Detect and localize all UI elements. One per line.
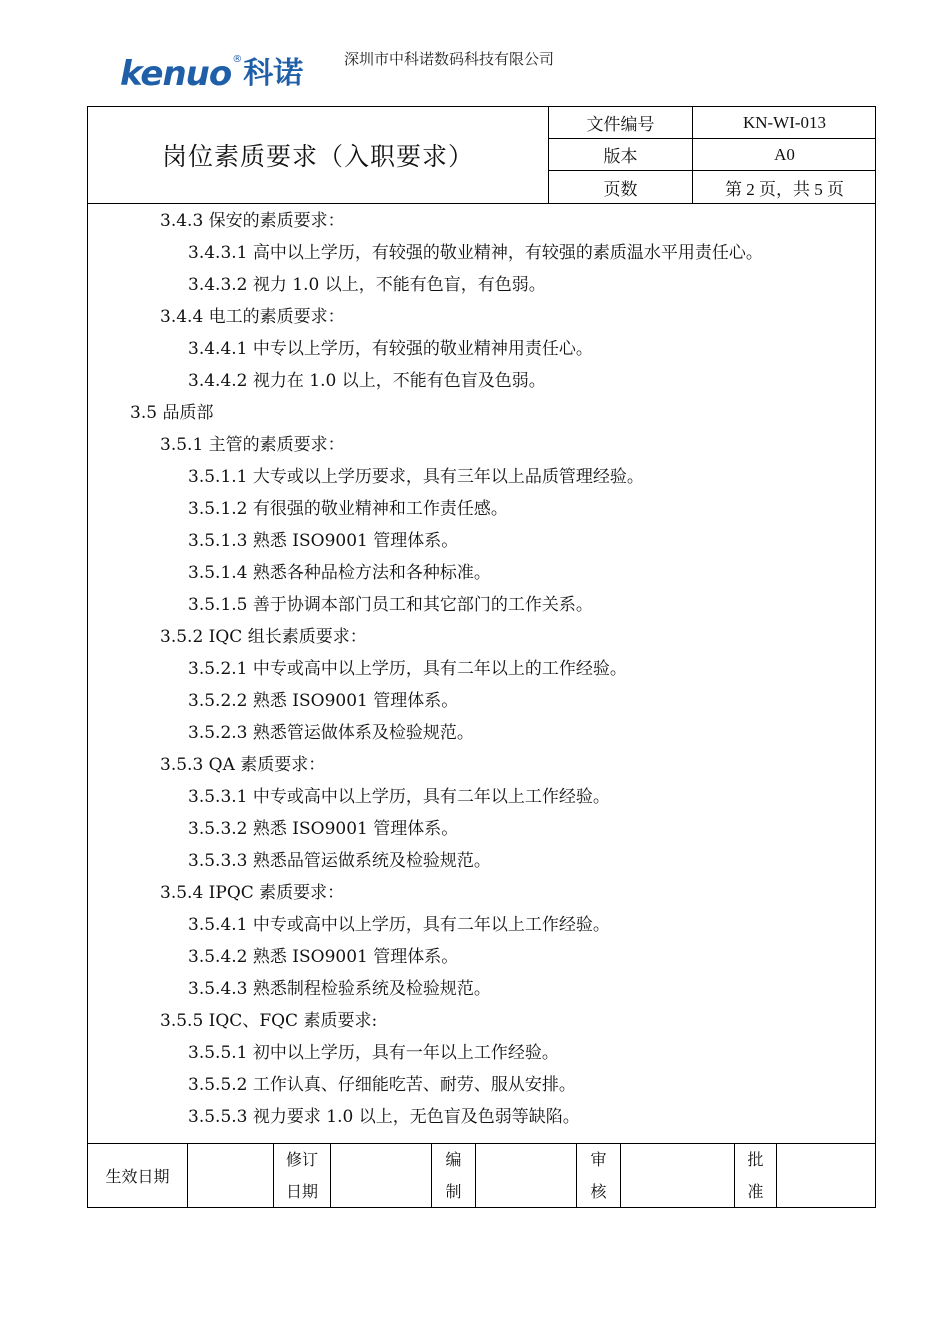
list-item: 3.5.5.2 工作认真、仔细能吃苦、耐劳、服从安排。 [188,1075,576,1095]
list-item: 3.5.5.1 初中以上学历，具有一年以上工作经验。 [188,1043,559,1063]
approver-label-line1: 批 [747,1149,764,1169]
list-item: 3.5.3.2 熟悉 ISO9001 管理体系。 [188,819,459,839]
list-item: 3.4.4.2 视力在 1.0 以上，不能有色盲及色弱。 [188,371,546,391]
reviewer-label-line1: 审 [590,1149,607,1169]
list-item: 3.5.1.1 大专或以上学历要求，具有三年以上品质管理经验。 [188,467,644,487]
list-item: 3.5.2.2 熟悉 ISO9001 管理体系。 [188,691,459,711]
logo-chinese: 科诺 [243,56,304,91]
list-item: 3.4.3.1 高中以上学历，有较强的敬业精神，有较强的素质温水平用责任心。 [188,243,763,263]
company-logo [120,52,303,92]
list-item: 3.5.1.4 熟悉各种品检方法和各种标准。 [188,563,491,583]
list-item: 3.5.4.3 熟悉制程检验系统及检验规范。 [188,979,491,999]
list-item: 3.4.3.2 视力 1.0 以上，不能有色盲，有色弱。 [188,275,546,295]
meta-label: 页数 [549,171,693,203]
revise-date-value [331,1144,432,1207]
approver-value [777,1144,875,1207]
approver-label [735,1144,777,1207]
compiler-value [476,1144,577,1207]
registered-mark: ® [232,54,243,65]
list-item: 3.5.1.2 有很强的敬业精神和工作责任感。 [188,499,508,519]
section-heading: 3.5.5 IQC、FQC 素质要求: [160,1011,378,1031]
logo-wordmark: kenuo [120,54,232,94]
list-item: 3.5.1.5 善于协调本部门员工和其它部门的工作关系。 [188,595,593,615]
approver-label-line2: 准 [747,1181,764,1201]
list-item: 3.5.4.1 中专或高中以上学历，具有二年以上工作经验。 [188,915,610,935]
effective-date-value [188,1144,274,1207]
list-item: 3.5.3.3 熟悉品管运做系统及检验规范。 [188,851,491,871]
revise-date-label [274,1144,331,1207]
list-item: 3.5.1.3 熟悉 ISO9001 管理体系。 [188,531,459,551]
document-header-table [87,106,876,204]
document-title: 岗位素质要求（入职要求） [161,142,474,171]
signature-table [87,1143,876,1208]
meta-row-version [549,139,876,171]
reviewer-label [577,1144,621,1207]
meta-label: 版本 [549,139,693,170]
list-item: 3.4.4.1 中专以上学历，有较强的敬业精神用责任心。 [188,339,593,359]
list-item: 3.5.2.1 中专或高中以上学历，具有二年以上的工作经验。 [188,659,627,679]
section-heading: 3.4.3 保安的素质要求： [160,211,345,231]
section-heading: 3.5.2 IQC 组长素质要求： [160,627,367,647]
department-heading: 3.5 品质部 [130,403,214,423]
section-heading: 3.4.4 电工的素质要求： [160,307,345,327]
meta-value: 第 2 页，共 5 页 [725,179,844,199]
meta-value: KN-WI-013 [742,112,827,132]
company-name: 深圳市中科诺数码科技有限公司 [344,50,555,68]
meta-row-pages [549,171,876,203]
document-meta [548,107,876,203]
revise-label-line1: 修订 [285,1149,318,1169]
effective-date-label: 生效日期 [88,1144,188,1207]
meta-label: 文件编号 [549,107,693,138]
meta-value: A0 [774,144,795,164]
reviewer-value [621,1144,735,1207]
section-heading: 3.5.4 IPQC 素质要求： [160,883,345,903]
meta-row-file-number [549,107,876,139]
section-heading: 3.5.3 QA 素质要求： [160,755,326,775]
list-item: 3.5.2.3 熟悉管运做体系及检验规范。 [188,723,474,743]
compiler-label-line2: 制 [445,1181,462,1201]
list-item: 3.5.3.1 中专或高中以上学历，具有二年以上工作经验。 [188,787,610,807]
compiler-label [432,1144,476,1207]
reviewer-label-line2: 核 [590,1181,607,1201]
revise-label-line2: 日期 [285,1181,318,1201]
document-body [87,203,876,1144]
compiler-label-line1: 编 [445,1149,462,1169]
list-item: 3.5.4.2 熟悉 ISO9001 管理体系。 [188,947,459,967]
section-heading: 3.5.1 主管的素质要求： [160,435,345,455]
list-item: 3.5.5.3 视力要求 1.0 以上，无色盲及色弱等缺陷。 [188,1107,580,1127]
